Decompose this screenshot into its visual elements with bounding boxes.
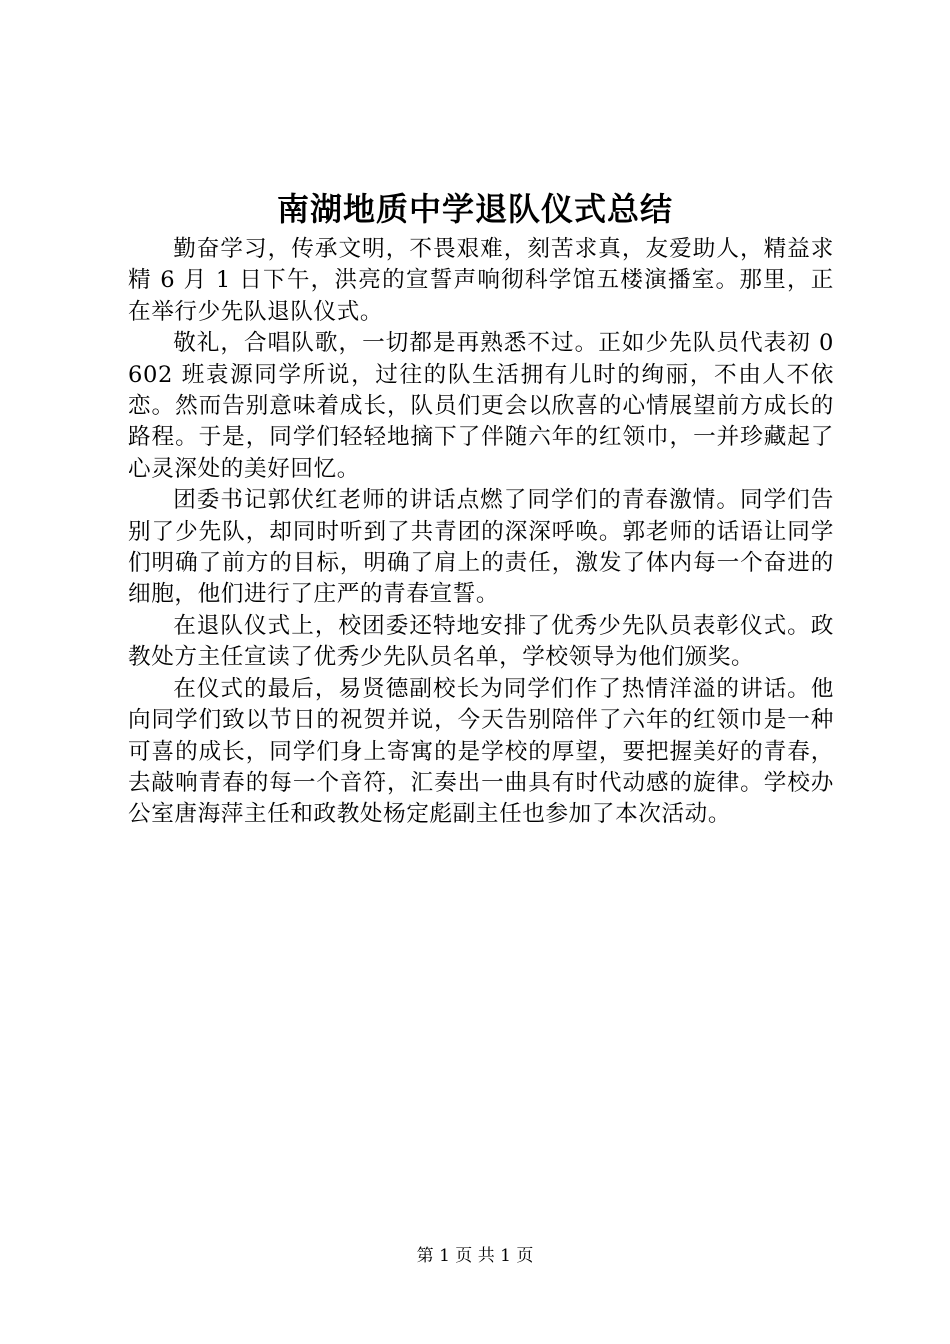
paragraph-2: 敬礼，合唱队歌，一切都是再熟悉不过。正如少先队员代表初 0602 班袁源同学所说，过往的队生活拥有儿时的绚丽，不由人不依恋。然而告别意味着成长，队员们更会以欣喜的心情展望前方成长的路程。于是，同学们轻轻地摘下了伴随六年的红领巾，一并珍藏起了心灵深处的美好回忆。 [128,330,834,482]
paragraph-5: 在仪式的最后，易贤德副校长为同学们作了热情洋溢的讲话。他向同学们致以节日的祝贺并说，今天告别陪伴了六年的红领巾是一种可喜的成长，同学们身上寄寓的是学校的厚望，要把握美好的青春，去敲响青春的每一个音符，汇奏出一曲具有时代动感的旋律。学校办公室唐海萍主任和政教处杨定彪副主任也参加了本次活动。 [128,675,834,828]
document-title: 南湖地质中学退队仪式总结 [276,190,673,228]
page-number-footer: 第 1 页 共 1 页 [416,1246,534,1266]
paragraph-3: 团委书记郭伏红老师的讲话点燃了同学们的青春激情。同学们告别了少先队，却同时听到了共青团的深深呼唤。郭老师的话语让同学们明确了前方的目标，明确了肩上的责任，激发了体内每一个奋进的细胞，他们进行了庄严的青春宣誓。 [128,487,834,608]
document-body [128,234,834,831]
paragraph-1: 勤奋学习，传承文明，不畏艰难，刻苦求真，友爱助人，精益求精 6 月 1 日下午，洪亮的宣誓声响彻科学馆五楼演播室。那里，正在举行少先队退队仪式。 [128,236,834,325]
paragraph-4: 在退队仪式上，校团委还特地安排了优秀少先队员表彰仪式。政教处方主任宣读了优秀少先队员名单，学校领导为他们颁奖。 [128,612,834,671]
